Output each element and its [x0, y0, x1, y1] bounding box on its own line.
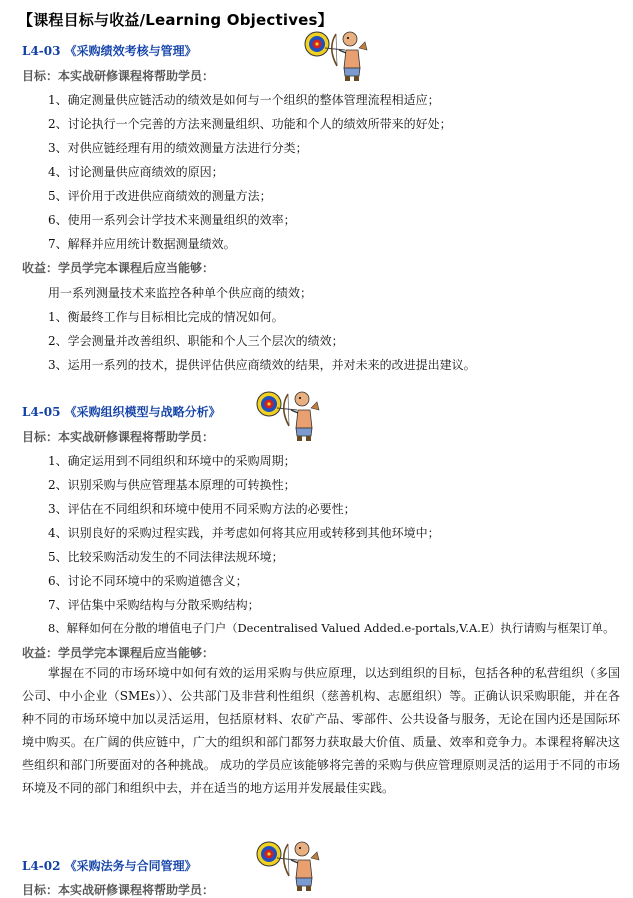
- section-code-l4-05: L4-05 《采购组织模型与战略分析》: [22, 405, 221, 419]
- benefit-paragraph: 掌握在不同的市场环境中如何有效的运用采购与供应原理，以达到组织的目标，包括各种的私营组织（多国公司、中小企业（SMEs））、公共部门及非营利性组织（慈善机构、志愿组织）等。正确认识采购职能，并在各种不同的市场环境中加以灵活运用，包括原材料、农矿产品、零部件、公共设备与服务，无论在国内还是国际环境中购买。在广阔的供应链中，广大的组织和部门都努力获取最大价值、质量、效率和竞争力。本课程将解决这些组织和部门所要面对的各种挑战。 成功的学员应该能够将完善的采购与供应管理原则灵活的运用于不同的市场环境及不同的部门和组织中去，并在适当的地方运用并发展最佳实践。: [22, 666, 620, 795]
- benefit-item: 用一系列测量技术来监控各种单个供应商的绩效；: [48, 286, 313, 300]
- goal-item: 2、识别采购与供应管理基本原理的可转换性；: [48, 478, 296, 492]
- benefit-label: 收益：学员学完本课程后应当能够：: [22, 646, 215, 660]
- benefit-item: 1、衡最终工作与目标相比完成的情况如何。: [48, 310, 284, 324]
- benefit-item: 2、学会测量并改善组织、职能和个人三个层次的绩效；: [48, 334, 344, 348]
- section-code-l4-03: L4-03 《采购绩效考核与管理》: [22, 44, 197, 58]
- goal-label: 目标：本实战研修课程将帮助学员：: [22, 883, 215, 897]
- goal-item: 4、识别良好的采购过程实践，并考虑如何将其应用或转移到其他环境中；: [48, 526, 440, 540]
- goal-item: 3、评估在不同组织和环境中使用不同采购方法的必要性；: [48, 502, 356, 516]
- archer-icon: [255, 838, 327, 892]
- benefit-item: 3、运用一系列的技术，提供评估供应商绩效的结果，并对未来的改进提出建议。: [48, 358, 476, 372]
- goal-item: 2、讨论执行一个完善的方法来测量组织、功能和个人的绩效所带来的好处；: [48, 117, 452, 131]
- benefit-label: 收益：学员学完本课程后应当能够：: [22, 261, 215, 275]
- archer-icon: [255, 388, 327, 442]
- goal-item: 6、使用一系列会计学技术来测量组织的效率；: [48, 213, 296, 227]
- goal-label: 目标：本实战研修课程将帮助学员：: [22, 69, 215, 83]
- archer-icon: [303, 28, 375, 82]
- goal-item: 8、解释如何在分散的增值电子门户（Decentralised Valued Added.e-portals,V.A.E）执行请购与框架订单。: [48, 621, 615, 635]
- section-code-l4-02: L4-02 《采购法务与合同管理》: [22, 859, 197, 873]
- goal-item: 5、比较采购活动发生的不同法律法规环境；: [48, 550, 284, 564]
- goal-item: 6、讨论不同环境中的采购道德含义；: [48, 574, 248, 588]
- goal-item: 7、解释并应用统计数据测量绩效。: [48, 237, 236, 251]
- goal-item: 1、确定测量供应链活动的绩效是如何与一个组织的整体管理流程相适应；: [48, 93, 440, 107]
- goal-item: 4、讨论测量供应商绩效的原因；: [48, 165, 224, 179]
- goal-item: 3、对供应链经理有用的绩效测量方法进行分类；: [48, 141, 308, 155]
- page-title: 【课程目标与收益/Learning Objectives】: [18, 11, 333, 29]
- goal-item: 7、评估集中采购结构与分散采购结构；: [48, 598, 260, 612]
- goal-label: 目标：本实战研修课程将帮助学员：: [22, 430, 215, 444]
- goal-item: 1、确定运用到不同组织和环境中的采购周期；: [48, 454, 296, 468]
- goal-item: 5、评价用于改进供应商绩效的测量方法；: [48, 189, 272, 203]
